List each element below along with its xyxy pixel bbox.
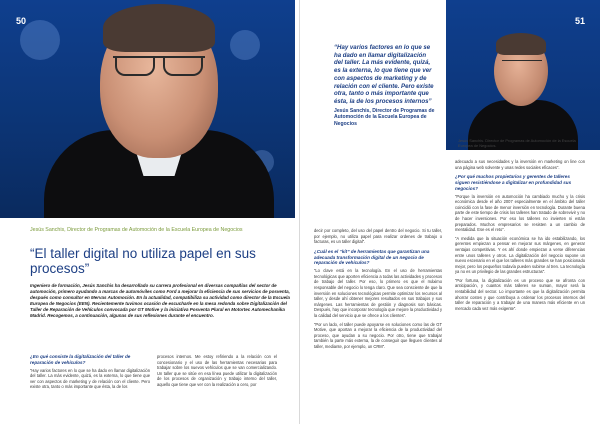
right-photo-caption: Jesús Sanchis. Director de Programas de Automoción de la Escuela Europea de Negocios.: [458, 138, 576, 148]
pull-quote-attribution: Jesús Sanchis, Director de Programas de Automoción de la Escuela Europea de Negocios: [334, 108, 435, 127]
column-2: procesos internos. Me estoy refiriendo a la relación con el concesionario y el uso de las herramientas necesarias para trabajar sobre los nuevos vehículos que se van comercializando. Un taller que se sitúe en esa línea puede utilizar la digitalización de los procesos de organización y trabajo interno del taller, aquello que tiene que ver con la realización a cero, por: [157, 354, 277, 387]
answer-3c: “Por fortuna, la digitalización es un proceso que se afronta con anticipación, y cuantos más talleres se suman, mayor será la rentabilidad del sector. Lo importante es que la digitalización permita ahorrar costes y que contribuya a ordenar los procesos internos del taller de reparación y a trabajar de una manera más eficiente en un mercado cada vez más exigente”.: [455, 277, 585, 311]
column-3: [314, 228, 442, 349]
answer-2b: “Por un lado, el taller puede apoyarse en soluciones como las de GT Motive, que aportan a mejorar la eficiencia de la productividad del proceso, que ayudan a su negocio. Por otro, tiene que trabajar también la parte más externa, la de conseguir que lleguen clientes al taller, mediante, por ejemplo, un CRM”.: [314, 321, 442, 349]
question-2: ¿Cuál es el “kit” de herramientas que garantizan una adecuada transformación digital de un negocio de reparación de vehículos?: [314, 248, 430, 266]
answer-3b: “A medida que la situación económica se ha ido estabilizando, los gerentes empiezan a pensar en mejorar sus márgenes, en generar ventajas competitivas. Y es ahí donde empiezan a verse diferencias entre unos talleres y otros. La digitalización del negocio supone un nuevo escenario en el que los talleres más grandes se han posicionado mejor, pero los pequeños todavía pueden subirse al tren. La tecnología ya no es un privilegio de las grandes estructuras”.: [455, 235, 585, 275]
photo-caption: Jesús Sanchis, Director de Programas de Automoción de la Escuela Europea de Negocios: [30, 227, 243, 233]
column-1: [30, 354, 150, 390]
page-number-left: 50: [16, 16, 27, 26]
pull-quote: “Hay varios factores en lo que se ha dado en llamar digitalización del taller. La más evidente, quizá, es la externa, lo que tiene que ver con aspectos de marketing y de relación con el cliente. Pero existe otra, tanto o más importante que ésta, la de los procesos internos”: [334, 44, 434, 105]
page-gutter: [299, 0, 300, 424]
answer-2a: “Lo clave está en la tecnología. En el uso de herramientas tecnológicas que aporten eficiencia a todas las actividades y procesos de trabajo del taller. Por eso, lo primero es que el máximo responsable del negocio lo tenga claro. Que sea consciente de que la inversión en soluciones tecnológicas permite optimizar los recursos al taller, y desde ahí obtener mejores resultados en sus trabajos y sus márgenes. Las herramientas de gestión y diagnosis son básicas. Después, hay que incorporar tecnología que mejore la productividad y la calidad del servicio que se ofrece a los clientes”.: [314, 268, 442, 318]
portrait-photo: [0, 0, 295, 218]
article-headline: “El taller digital no utiliza papel en sus procesos”: [30, 246, 256, 276]
question-3: ¿Por qué muchos propietarios y gerentes de talleres siguen resistiéndose a digitalizar en profundidad sus negocios?: [455, 174, 572, 191]
column-4: [455, 159, 585, 311]
col3-intro: decir por completo, del uso del papel dentro del negocio. Si tu taller, por ejemplo, no utiliza papel para realizar ordenes de trabajo o facturas, es un taller digital”.: [314, 228, 442, 245]
col4-intro: adecuado a sus necesidades y la inversión en marketing on line con una página web solvente y unas redes sociales eficaces”.: [455, 159, 585, 170]
article-lead: Ingeniero de formación, Jesús Sanchis ha desarrollado su carrera profesional en diversas compañías del sector de automoción, primero ayudando a marcas de automóviles como Ford a mejorar la eficiencia de sus servicios de posventa, después como consultor en Mervas Automoción. En la actualidad, compatibiliza su actividad como director de la Escuela Europea de Negocios (EEN). Recientemente tuvimos ocasión de escucharle en la mesa redonda sobre Digitalización del Taller de Reparación de Vehículos convocada por GT Motive y la iniciativa Posventa Plural en Motortec Automechanika Madrid. Recogemos, a continuación, algunas de sus reflexiones durante el encuentro.: [30, 283, 290, 319]
answer-3a: “Porque la inversión en automoción ha cambiado mucho y la crisis económica desde el año 2007 especialmente en el ámbito del taller coincidió con la fase de menor inversión en tecnología. Durante buena parte de este tiempo de crisis los talleres han tratado de sobrevivir y no de hacer inversiones. Por eso los talleres no invierten ni están preparados. Muchos empresarios se resisten a un cambio de mentalidad. Ese es el reto”.: [455, 193, 585, 233]
answer-1: “Hay varios factores en lo que se ha dado en llamar digitalización del taller. La más evidente, quizá, es la externa, lo que tiene que ver con aspectos de marketing y de relación con el cliente. Pero existe otra, tanto o más importante que ésta, la de los: [30, 367, 150, 390]
question-1: ¿En qué consiste la digitalización del taller de reparación de vehículos?: [30, 354, 131, 365]
page-number-right: 51: [575, 16, 586, 26]
